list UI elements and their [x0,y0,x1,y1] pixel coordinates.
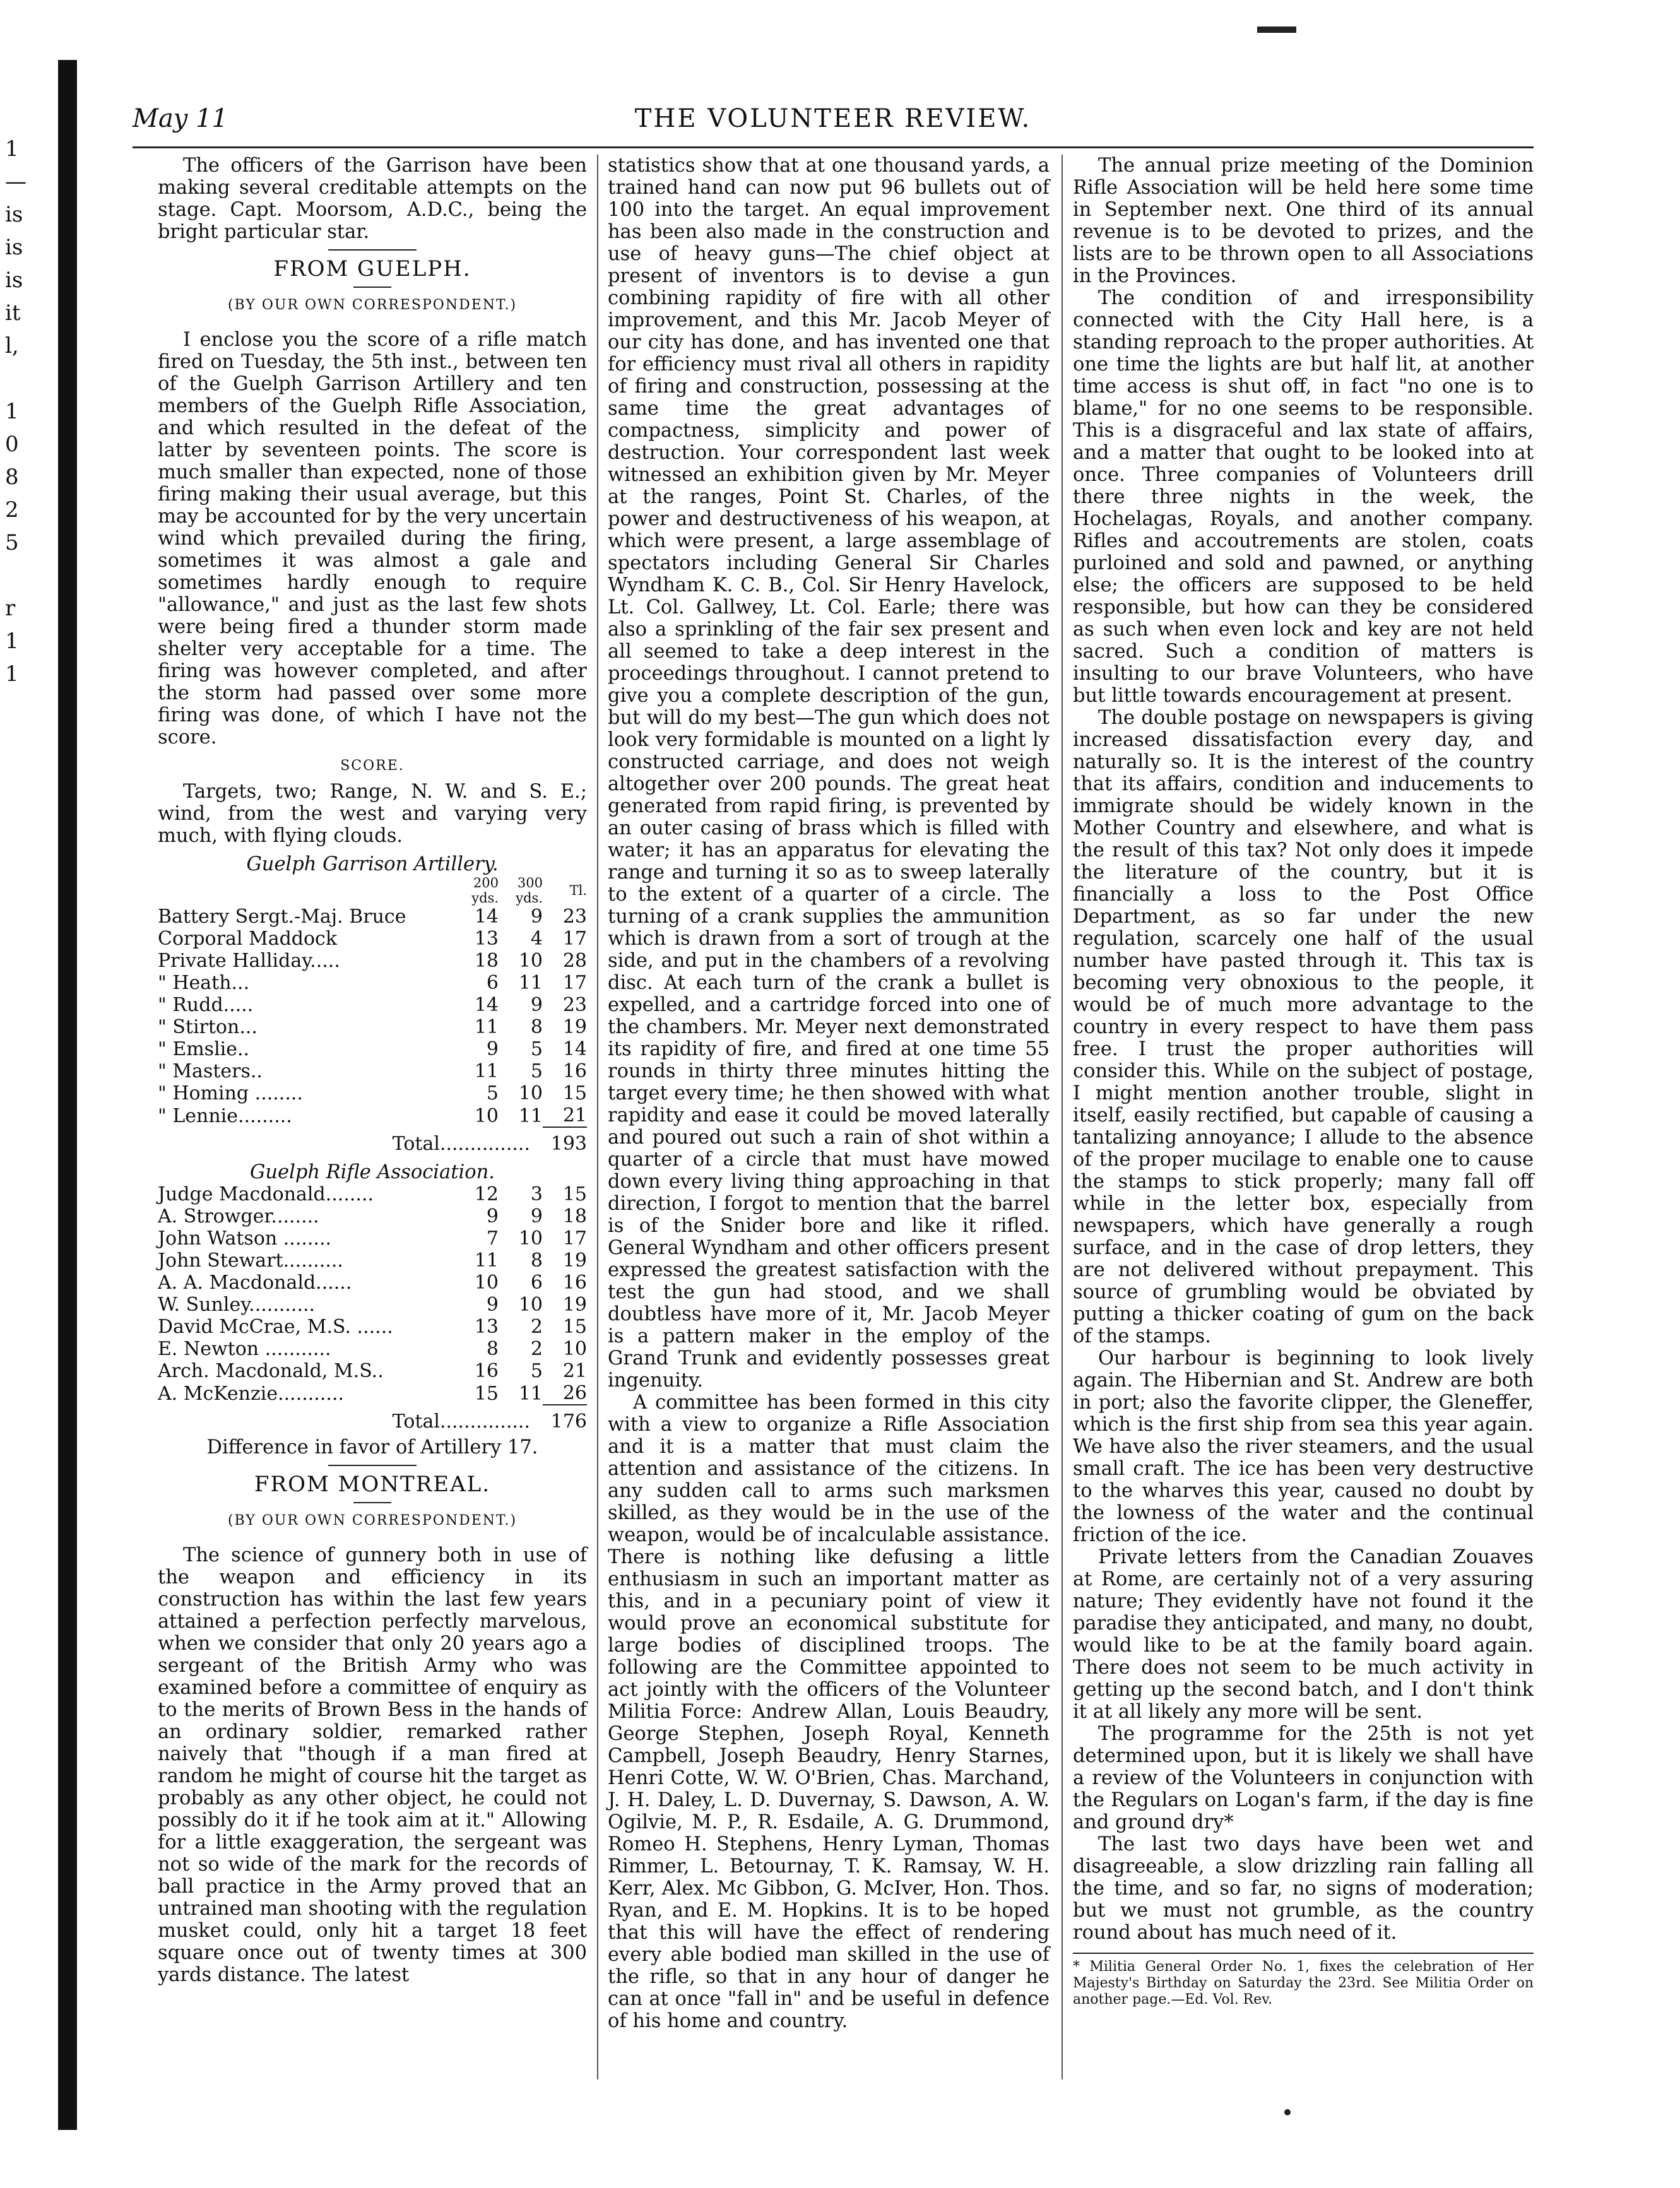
garrison-paragraph: The officers of the Garrison have been making several creditable attempts on the stage. Capt. Moorsom, A.D.C., being the bright particular star. [158,155,587,243]
column-2 [608,155,1050,2032]
guelph-heading: FROM GUELPH. [273,256,471,281]
header-rule [133,146,1534,148]
score-conditions: Targets, two; Range, N. W. and S. E.; wind, from the west and varying very much, with flying clouds. [158,781,587,847]
col-header: Tl. [569,883,587,898]
column-divider [1062,155,1063,2079]
programme-paragraph: The programme for the 25th is not yet determined upon, but it is likely we shall have a review of the Volunteers in conjunction with the Regulars on Logan's farm, if the day is fine and ground dry* [1073,1723,1534,1833]
montreal-paragraph: The science of gunnery both in use of the weapon and efficiency in its construction has within the last few years attained a perfection perfectly marvelous, when we consider that only 20 years ago a sergeant of the British Army who was examined before a committee of enquiry as to the merits of Brown Bess in the hands of an ordinary soldier, remarked rather naively that "though if a man fired at random he might of course hit the target as probably as any other object, he could not possibly do it if he took aim at it." Allowing for a little exaggeration, the sergeant was not so wide of the mark for the records of ball practice in the Army proved that an untrained man shooting with the regulation musket could, only hit a target 18 feet square once out of twenty times at 300 yards distance. The latest [158,1544,587,1986]
prize-meeting-paragraph: The annual prize meeting of the Dominion Rifle Association will be held here some time in September next. One third of its annual revenue is to be devoted to prizes, and the lists are to be thrown open to all Associations in the Provinces. [1073,155,1534,287]
issue-date: May 11 [133,104,228,133]
table-row: A. A. Macdonald...... 10 6 16 [158,1272,587,1294]
print-mark [1257,27,1296,33]
table-row: " Homing ........ 5 10 15 [158,1082,587,1104]
margin-marks: 1 — is is is it l, 1 0 8 2 5 r 1 1 [5,136,27,687]
artillery-score-table [158,875,587,1155]
total-row [158,1127,587,1155]
table-row: Battery Sergt.-Maj. Bruce 14 9 23 [158,906,587,928]
table-row: Judge Macdonald........ 12 3 15 [158,1183,587,1205]
page-header [133,104,1534,145]
table-row: A. McKenzie........... 15 11 26 [158,1382,587,1405]
table-row: Private Halliday..... 18 10 28 [158,950,587,972]
gun-paragraph: statistics show that at one thousand yards, a trained hand can now put 96 bullets out of 100 into the target. An equal improvement has been also made in the construction and use of heavy guns—The chief object at present of inventors is to devise a gun combining rapidity of fire with all other improvement, and this Mr. Jacob Meyer of our city has done, and has invented one that for efficiency must rival all others in rapidity of firing and construction, possessing at the same time the great advantages of compactness, simplicity and power of destruction. Your correspondent last week witnessed an exhibition given by Mr. Meyer at the ranges, Point St. Charles, of the power and destructiveness of his weapon, at which were present, a large assemblage of spectators including General Sir Charles Wyndham K. C. B., Col. Sir Henry Havelock, Lt. Col. Gallwey, Lt. Col. Earle; there was also a sprinkling of the fair sex present and all seemed to take a deep interest in the proceedings throughout. I cannot pretend to give you a complete description of the gun, but will do my best—The gun which does not look very formidable is mounted on a light ly constructed carriage, and does not weigh altogether over 200 pounds. The great heat generated from rapid firing, is prevented by an outer casing of brass which is filled with water; it has an apparatus for elevating the range and turning it so as to sweep laterally to the extent of a quarter of a circle. The turning of a crank supplies the ammunition which is drawn from a sort of trough at the side, and put in the chambers of a revolving disc. At each turn of the crank a bullet is expelled, and a cartridge forced into one of the chambers. Mr. Meyer next demonstrated its rapidity of fire, and fired at one time 55 rounds in thirty three minutes hitting the target every time; he then showed with what rapidity and ease it could be moved laterally and poured out such a rain of shot within a quarter of a circle that must have mowed down every living thing approaching in that direction, I forgot to mention that the barrel is of the Snider bore and like it rifled. General Wyndham and other officers present expressed the greatest satisfaction with the test the gun had stood, and we shall doubtless have more of it, Mr. Jacob Meyer is a pattern maker in the employ of the Grand Trunk and evidently possesses great ingenuity. [608,155,1050,1392]
heading-rule [353,1502,391,1503]
col-header: 200 yds. [471,875,499,906]
guelph-paragraph: I enclose you the score of a rifle match fired on Tuesday, the 5th inst., between ten of the Guelph Garrison Artillery and ten members of the Guelph Rifle Association, and which resulted in the defeat of the latter by seventeen points. The score is much smaller than expected, none of those firing making their usual average, but this may be accounted for by the very uncertain wind which prevailed during the firing, sometimes it was almost a gale and sometimes hardly enough to require "allowance," and just as the last few shots were being fired a thunder storm made shelter very acceptable for a time. The firing was however completed, and after the storm had passed over some more firing was done, of which I have not the score. [158,329,587,748]
column-3 [1073,155,1534,2008]
heading-rule [353,287,391,288]
table-row: Corporal Maddock 13 4 17 [158,928,587,950]
table-row: E. Newton ........... 8 2 10 [158,1338,587,1360]
postage-paragraph: The double postage on newspapers is giving increased dissatisfaction every day, and naturally so. It is the interest of the country that its affairs, condition and inducements to immigrate should be widely known in the Mother Country and elsewhere, and what is the result of this tax? Not only does it impede the literature of the country, but it is financially a loss to the Post Office Department, as so far under the new regulation, scarcely one half of the usual number have pasted through it. This tax is becoming very obnoxious to the people, it would be of much more advantage to the country in every respect to have them pass free. I trust the proper authorities will consider this. While on the subject of postage, I might mention another trouble, slight in itself, easily rectified, but capable of causing a tantalizing annoyance; I allude to the absence of the proper mucilage to enable one to cause the stamps to stick properly; many fall off while in the letter box, especially from newspapers, which have generally a rough surface, and in the case of drop letters, they are not delivered without prepayment. This source of grumbling would be obviated by putting a thicker coating of gum on the back of the stamps. [1073,707,1534,1347]
artillery-team-title: Guelph Garrison Artillery. [246,853,499,875]
table-row: " Lennie......... 10 11 21 [158,1104,587,1127]
city-hall-paragraph: The condition of and irresponsibility connected with the City Hall here, is a standing reproach to the proper authorities. At one time the lights are but half lit, at another time access is shut off, in fact "no one is to blame," for no one seems to be responsible. This is a disgraceful and lax state of affairs, and a matter that ought to be looked into at once. Three companies of Volunteers drill there three nights in the week, the Hochelagas, Royals, and another company. Rifles and accoutrements are stolen, coats purloined and sold and pawned, or anything else; the officers are supposed to be held responsible, but how can they be considered as such when even lock and key are not held sacred. Such a condition of matters is insulting to our brave Volunteers, who have but little towards encouragement at present. [1073,287,1534,707]
publication-title: THE VOLUNTEER REVIEW. [634,104,1032,133]
table-row: " Emslie.. 9 5 14 [158,1038,587,1060]
harbour-paragraph: Our harbour is beginning to look lively again. The Hibernian and St. Andrew are both in port; also the favorite clipper, the Gleneffer, which is the first ship from sea this year again. We have also the river steamers, and the usual small craft. The ice has been very destructive to the wharves this year, caused no doubt by the lowness of the water and the continual friction of the ice. [1073,1347,1534,1546]
table-row: John Watson ........ 7 10 17 [158,1227,587,1250]
rifle-association-paragraph: A committee has been formed in this city with a view to organize a Rifle Association and it is a matter that must claim the attention and assistance of the citizens. In any sudden call to arms such marksmen skilled, as they would be in the use of the weapon, would be of incalculable assistance. There is nothing like defusing a little enthusiasm in such an important matter as this, and in a pecuniary point of view it would prove an economical substitute for large bodies of disciplined troops. The following are the Committee appointed to act jointly with the officers of the Volunteer Militia Force: Andrew Allan, Louis Beaudry, George Stephen, Joseph Royal, Kenneth Campbell, Joseph Beaudry, Henry Starnes, Henri Cotte, W. W. O'Brien, Chas. Marchand, J. H. Daley, L. D. Duvernay, S. Dawson, A. W. Ogilvie, M. P., R. Esdaile, A. G. Drummond, Romeo H. Stephens, Henry Lyman, Thomas Rimmer, L. Betournay, T. K. Ramsay, W. H. Kerr, Alex. Mc Gibbon, G. McIver, Hon. Thos. Ryan, and E. M. Hopkins. It is to be hoped that this will have the effect of rendering every able bodied man skilled in the use of the rifle, so that in any hour of danger he can at once "fall in" and be useful in defence of his home and country. [608,1392,1050,2032]
table-row: " Rudd..... 14 9 23 [158,994,587,1016]
total-label: Total............... [392,1132,530,1155]
total-label: Total............... [392,1410,530,1433]
difference-line: Difference in favor of Artillery 17. [206,1436,538,1458]
table-row: A. Strowger........ 9 9 18 [158,1205,587,1227]
montreal-byline: (BY OUR OWN CORRESPONDENT.) [227,1513,518,1529]
table-row: John Stewart.......... 11 8 19 [158,1250,587,1272]
montreal-heading: FROM MONTREAL. [254,1472,491,1497]
section-rule [328,1465,417,1466]
table-row: " Masters.. 11 5 16 [158,1060,587,1082]
weather-paragraph: The last two days have been wet and disagreeable, a slow drizzling rain falling all the time, and so far, no signs of moderation; but we must not grumble, as the country round about has much need of it. [1073,1833,1534,1944]
rifle-score-table [158,1183,587,1433]
column-divider [597,155,598,2079]
table-row: Arch. Macdonald, M.S.. 16 5 21 [158,1360,587,1382]
total-row [158,1405,587,1433]
column-1 [158,155,587,1986]
table-row: W. Sunley........... 9 10 19 [158,1294,587,1316]
score-label: SCORE. [340,758,405,774]
rifle-total: 176 [543,1405,587,1433]
table-row: " Stirton... 11 8 19 [158,1016,587,1038]
table-row: " Heath... 6 11 17 [158,972,587,994]
print-dot [1284,2109,1291,2115]
binding-edge [58,60,77,2130]
section-rule [328,249,417,251]
guelph-byline: (BY OUR OWN CORRESPONDENT.) [227,297,518,313]
footnote: * Militia General Order No. 1, fixes the celebration of Her Majesty's Birthday on Saturday the 23rd. See Militia Order on another page.—Ed. Vol. Rev. [1073,1953,1534,2008]
col-header: 300 yds. [516,875,543,906]
table-row: David McCrae, M.S. ...... 13 2 15 [158,1316,587,1338]
rifle-team-title: Guelph Rifle Association. [250,1161,495,1183]
artillery-total: 193 [543,1127,587,1155]
zouaves-paragraph: Private letters from the Canadian Zouaves at Rome, are certainly not of a very assuring nature; They evidently have not found it the paradise they anticipated, and many, no doubt, would like to be at the family board again. There does not seem to be much activity in getting up the second batch, and I don't think it at all likely any more will be sent. [1073,1546,1534,1723]
